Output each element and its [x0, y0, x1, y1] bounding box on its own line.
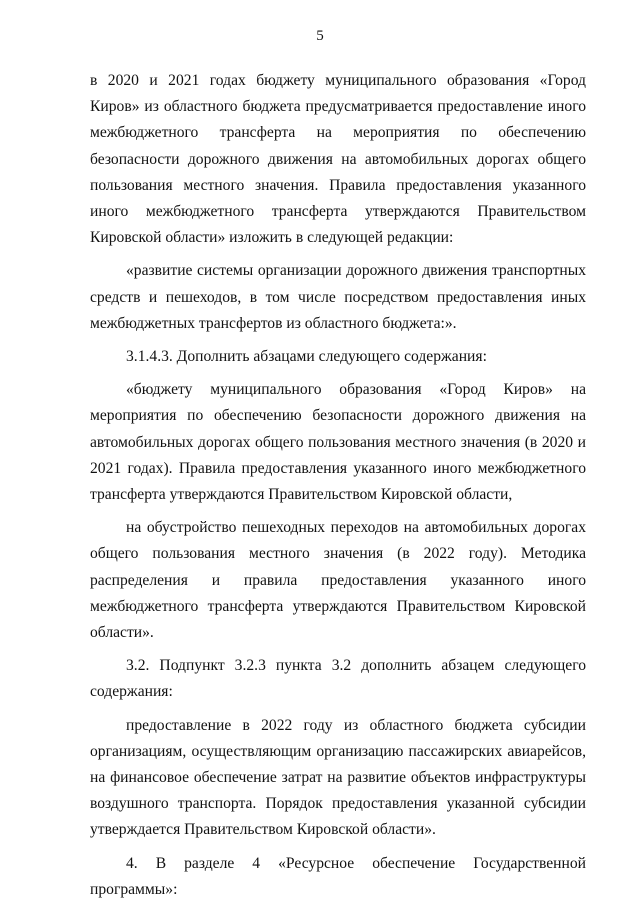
paragraph-section-4: 4. В разделе 4 «Ресурсное обеспечение Государственной программы»:: [90, 854, 586, 898]
paragraph-air-transport-subsidy: предоставление в 2022 году из областного бюджета субсидии организациям, осуществляющим организацию пассажирских авиарейсов, на финансовое обеспечение затрат на развитие объектов инфраструктуры воздушного транспорта. Порядок предоставления указанной субсидии утверждается Правительством Кировской области».: [90, 716, 586, 839]
paragraph-kirov-budget: «бюджету муниципального образования «Город Киров» на мероприятия по обеспечению безопасности дорожного движения на автомобильных дорогах общего пользования местного значения (в 2020 и 2021 годах). Правила предоставления указанного иного межбюджетного трансферта утверждаются Правительством Кировской области,: [90, 381, 586, 504]
document-body: [90, 68, 586, 903]
paragraph-pedestrian-crossings: на обустройство пешеходных переходов на автомобильных дорогах общего пользования местного значения (в 2022 году). Методика распределения и правила предоставления указанного иного межбюджетного трансферта утверждаются Правительством Кировской области».: [90, 519, 586, 642]
paragraph-3-1-4-3: 3.1.4.3. Дополнить абзацами следующего содержания:: [126, 348, 487, 366]
paragraph-road-traffic-system: «развитие системы организации дорожного движения транспортных средств и пешеходов, в том числе посредством предоставления иных межбюджетных трансфертов из областного бюджета:».: [90, 262, 586, 332]
paragraph-budget-transfer: в 2020 и 2021 годах бюджету муниципального образования «Город Киров» из областного бюджета предусматривается предоставление иного межбюджетного трансферта на мероприятия по обеспечению безопасности дорожного движения на автомобильных дорогах общего пользования местного значения. Правила предоставления указанного иного межбюджетного трансферта утверждаются Правительством Кировской области» изложить в следующей редакции:: [90, 72, 586, 247]
paragraph-3-2: 3.2. Подпункт 3.2.3 пункта 3.2 дополнить абзацем следующего содержания:: [90, 657, 586, 701]
page-number: 5: [316, 28, 324, 44]
